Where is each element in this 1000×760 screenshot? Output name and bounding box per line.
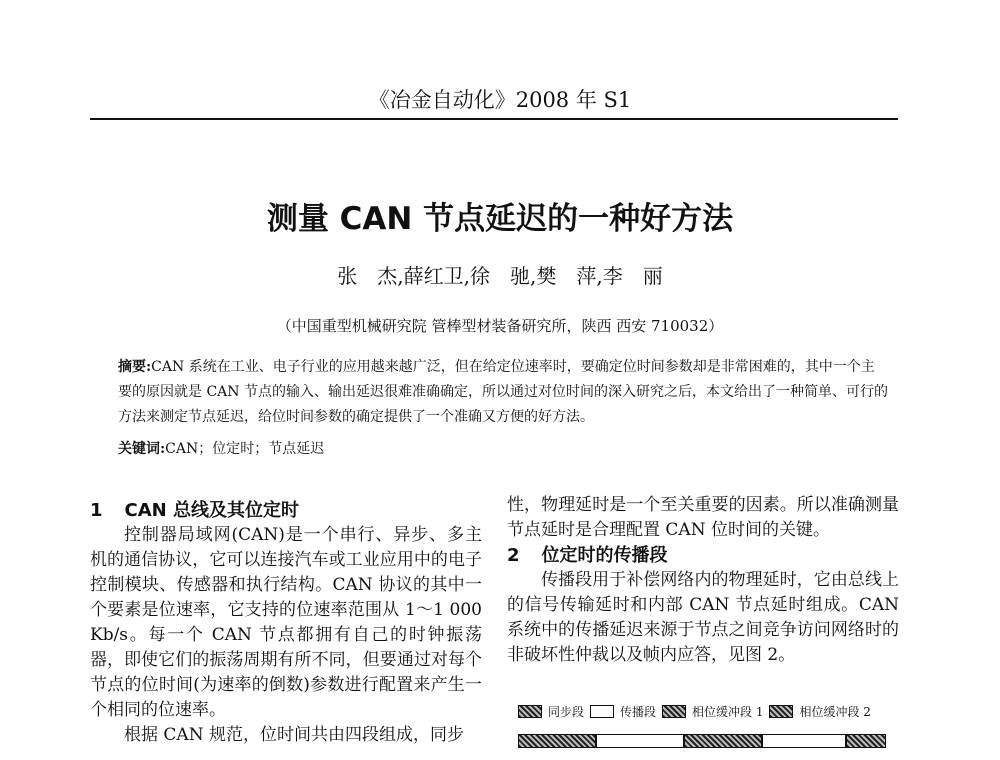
section1-paragraph2: 根据 CAN 规范，位时间共由四段组成，同步 — [124, 725, 464, 745]
bar-sync-segment — [518, 734, 596, 748]
section2-heading — [507, 543, 899, 568]
paper-title: 测量 CAN 节点延迟的一种好方法 — [266, 201, 734, 237]
section1-number: 1 — [90, 500, 103, 521]
journal-header: 《冶金自动化》2008 年 S1 — [368, 88, 632, 112]
header-rule — [90, 118, 898, 120]
section1-title: CAN 总线及其位定时 — [124, 500, 300, 521]
bar-gap-segment — [762, 734, 846, 748]
section2-paragraph: 传播段用于补偿网络内的物理延时，它由总线上的信号传输延时和内部 CAN 节点延时组成。CAN 系统中的传播延迟来源于节点之间竞争访问网络时的非破坏性仲裁以及帧内应答，见图 2。 — [507, 570, 899, 665]
sync-segment-swatch-icon — [518, 705, 542, 718]
section1-paragraph: 控制器局域网(CAN)是一个串行、异步、多主机的通信协议，它可以连接汽车或工业应用中的电子控制模块、传感器和执行结构。CAN 协议的其中一个要素是位速率，它支持的位速率范围从 1～1 000 Kb/s。每一个 CAN 节点都拥有自己的时钟振荡器，即使它们的振荡周期有所不同，但要通过对每个节点的位时间(为速率的倒数)参数进行配置来产生一个相同的位速率。 — [90, 525, 482, 720]
abstract — [118, 355, 888, 430]
section2-title: 位定时的传播段 — [541, 545, 668, 566]
phase1-swatch-icon — [662, 705, 686, 718]
right-column — [507, 493, 899, 668]
keywords-label: 关键词: — [118, 441, 166, 457]
abstract-text: CAN 系统在工业、电子行业的应用越来越广泛，但在给定位速率时，要确定位时间参数却是非常困难的，其中一个主要的原因就是 CAN 节点的输入、输出延迟很难准确确定，所以通过对位时间的深入研究之后，本文给出了一种简单、可行的方法来测定节点延迟，给位时间参数的确定提供了一个准确又方便的好方法。 — [118, 359, 888, 425]
legend-phase1: 相位缓冲段 1 — [692, 705, 764, 719]
keywords — [118, 437, 888, 462]
affiliation: （中国重型机械研究院 管棒型材装备研究所，陕西 西安 710032） — [276, 317, 724, 335]
bar-phase2-segment — [846, 734, 886, 748]
section2-number: 2 — [507, 545, 520, 566]
legend-prop: 传播段 — [620, 705, 657, 719]
bar-prop-segment — [596, 734, 684, 748]
figure-legend — [518, 703, 888, 720]
bar-phase1-segment — [684, 734, 762, 748]
section1-heading — [90, 498, 482, 523]
keywords-text: CAN；位定时；节点延迟 — [165, 441, 325, 457]
legend-phase2: 相位缓冲段 2 — [799, 705, 871, 719]
abstract-label: 摘要: — [118, 359, 152, 375]
prop-segment-swatch-icon — [590, 705, 614, 718]
right-continued-text: 性，物理延时是一个至关重要的因素。所以准确测量节点延时是合理配置 CAN 位时间的关键。 — [507, 495, 899, 540]
figure-bit-timing — [518, 703, 888, 720]
left-column — [90, 498, 482, 748]
phase2-swatch-icon — [769, 705, 793, 718]
legend-sync: 同步段 — [548, 705, 585, 719]
authors: 张 杰,薛红卫,徐 驰,樊 萍,李 丽 — [337, 264, 663, 288]
